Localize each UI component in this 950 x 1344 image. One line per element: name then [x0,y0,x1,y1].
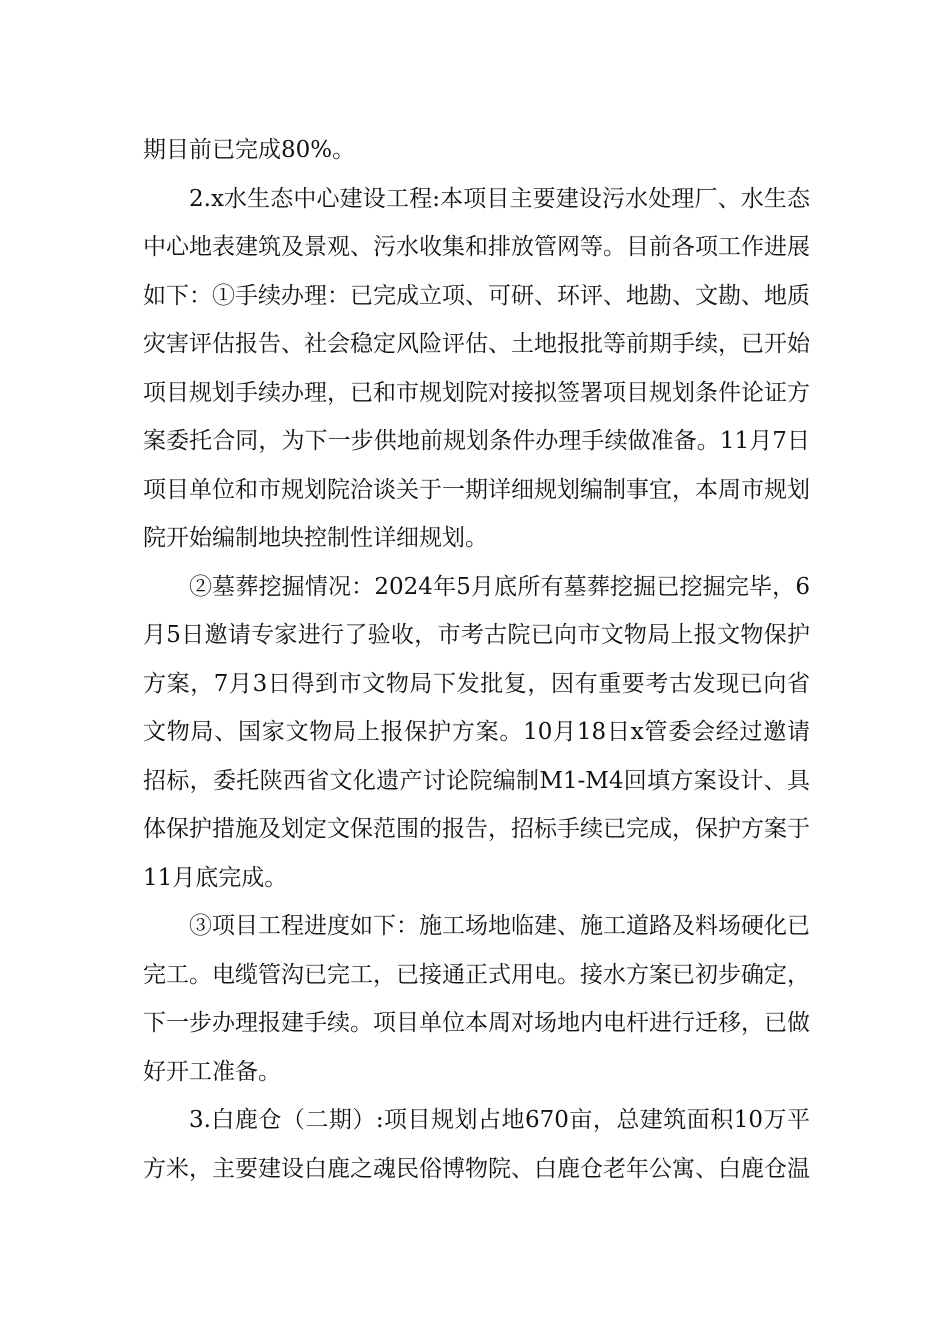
paragraph-construction-progress: ③项目工程进度如下：施工场地临建、施工道路及料场硬化已完工。电缆管沟已完工，已接通正式用电。接水方案已初步确定，下一步办理报建手续。项目单位本周对场地内电杆进行迁移，已做好开工准备。 [143,913,810,1085]
paragraph-tomb-excavation: ②墓葬挖掘情况：2024年5月底所有墓葬挖掘已挖掘完毕，6月5日邀请专家进行了验收，市考古院已向市文物局上报文物保护方案，7月3日得到市文物局下发批复，因有重要考古发现已向省文物局、国家文物局上报保护方案。10月18日x管委会经过邀请招标，委托陕西省文化遗产讨论院编制M1-M4回填方案设计、具体保护措施及划定文保范围的报告，招标手续已完成，保护方案于11月底完成。 [143,573,810,891]
paragraph-water-ecology-project: 2.x水生态中心建设工程:本项目主要建设污水处理厂、水生态中心地表建筑及景观、污水收集和排放管网等。目前各项工作进展如下：①手续办理：已完成立项、可研、环评、地勘、文勘、地质灾害评估报告、社会稳定风险评估、土地报批等前期手续，已开始项目规划手续办理，已和市规划院对接拟签署项目规划条件论证方案委托合同，为下一步供地前规划条件办理手续做准备。11月7日项目单位和市规划院洽谈关于一期详细规划编制事宜，本周市规划院开始编制地块控制性详细规划。 [143,185,810,551]
paragraph-continuation: 期目前已完成80%。 [143,137,356,163]
paragraph-bailucang-phase-two: 3.白鹿仓（二期）:项目规划占地670亩，总建筑面积10万平方米，主要建设白鹿之魂民俗博物院、白鹿仓老年公寓、白鹿仓温 [143,1107,810,1182]
